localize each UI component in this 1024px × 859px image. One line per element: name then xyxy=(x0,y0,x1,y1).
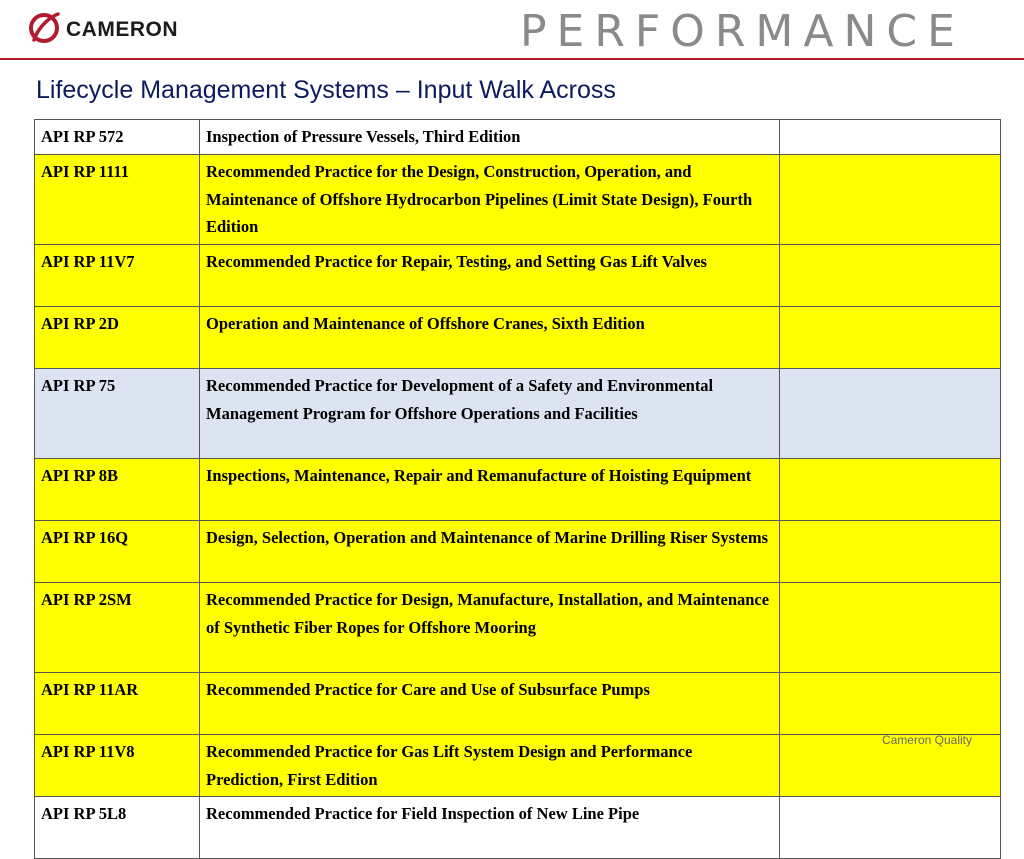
table-row xyxy=(35,735,1001,797)
standard-title-cell: Recommended Practice for Care and Use of Subsurface Pumps xyxy=(200,673,780,735)
table-row xyxy=(35,459,1001,521)
table-row xyxy=(35,369,1001,459)
page-title: Lifecycle Management Systems – Input Walk Across xyxy=(36,76,616,104)
notes-cell xyxy=(780,521,1001,583)
standards-table-body xyxy=(35,120,1001,859)
notes-cell xyxy=(780,120,1001,155)
table-row xyxy=(35,120,1001,155)
notes-cell xyxy=(780,245,1001,307)
notes-cell xyxy=(780,307,1001,369)
standard-title-cell: Inspections, Maintenance, Repair and Remanufacture of Hoisting Equipment xyxy=(200,459,780,521)
standard-code-cell: API RP 2D xyxy=(35,307,200,369)
table-row xyxy=(35,797,1001,859)
notes-cell xyxy=(780,583,1001,673)
notes-cell xyxy=(780,459,1001,521)
standard-title-cell: Design, Selection, Operation and Maintenance of Marine Drilling Riser Systems xyxy=(200,521,780,583)
standard-code-cell: API RP 11AR xyxy=(35,673,200,735)
notes-cell xyxy=(780,369,1001,459)
standard-title-cell: Recommended Practice for Field Inspection of New Line Pipe xyxy=(200,797,780,859)
standards-table xyxy=(34,119,1001,859)
slide-header xyxy=(0,0,1024,62)
notes-cell xyxy=(780,797,1001,859)
standard-code-cell: API RP 5L8 xyxy=(35,797,200,859)
table-row xyxy=(35,155,1001,245)
table-row xyxy=(35,521,1001,583)
table-row xyxy=(35,583,1001,673)
standard-code-cell: API RP 1111 xyxy=(35,155,200,245)
header-divider xyxy=(0,58,1024,60)
cameron-logo xyxy=(28,10,198,48)
table-row xyxy=(35,245,1001,307)
performance-banner: PERFORMANCE xyxy=(520,6,965,57)
standard-code-cell: API RP 16Q xyxy=(35,521,200,583)
cameron-logo-icon xyxy=(28,10,62,46)
standard-title-cell: Recommended Practice for Design, Manufacture, Installation, and Maintenance of Synthetic Fiber Ropes for Offshore Mooring xyxy=(200,583,780,673)
logo-wordmark: CAMERON xyxy=(66,18,178,41)
standard-title-cell: Operation and Maintenance of Offshore Cranes, Sixth Edition xyxy=(200,307,780,369)
notes-cell xyxy=(780,673,1001,735)
standard-code-cell: API RP 2SM xyxy=(35,583,200,673)
table-row xyxy=(35,673,1001,735)
standard-title-cell: Recommended Practice for Development of a Safety and Environmental Management Program for Offshore Operations and Facilities xyxy=(200,369,780,459)
standard-title-cell: Recommended Practice for Gas Lift System Design and Performance Prediction, First Edition xyxy=(200,735,780,797)
standard-code-cell: API RP 11V7 xyxy=(35,245,200,307)
standard-code-cell: API RP 572 xyxy=(35,120,200,155)
standard-title-cell: Recommended Practice for Repair, Testing, and Setting Gas Lift Valves xyxy=(200,245,780,307)
notes-cell xyxy=(780,155,1001,245)
standard-code-cell: API RP 11V8 xyxy=(35,735,200,797)
standard-title-cell: Inspection of Pressure Vessels, Third Edition xyxy=(200,120,780,155)
standard-code-cell: API RP 75 xyxy=(35,369,200,459)
footer-label: Cameron Quality xyxy=(881,733,972,747)
standard-code-cell: API RP 8B xyxy=(35,459,200,521)
standard-title-cell: Recommended Practice for the Design, Construction, Operation, and Maintenance of Offshore Hydrocarbon Pipelines (Limit State Design), Fourth Edition xyxy=(200,155,780,245)
table-row xyxy=(35,307,1001,369)
